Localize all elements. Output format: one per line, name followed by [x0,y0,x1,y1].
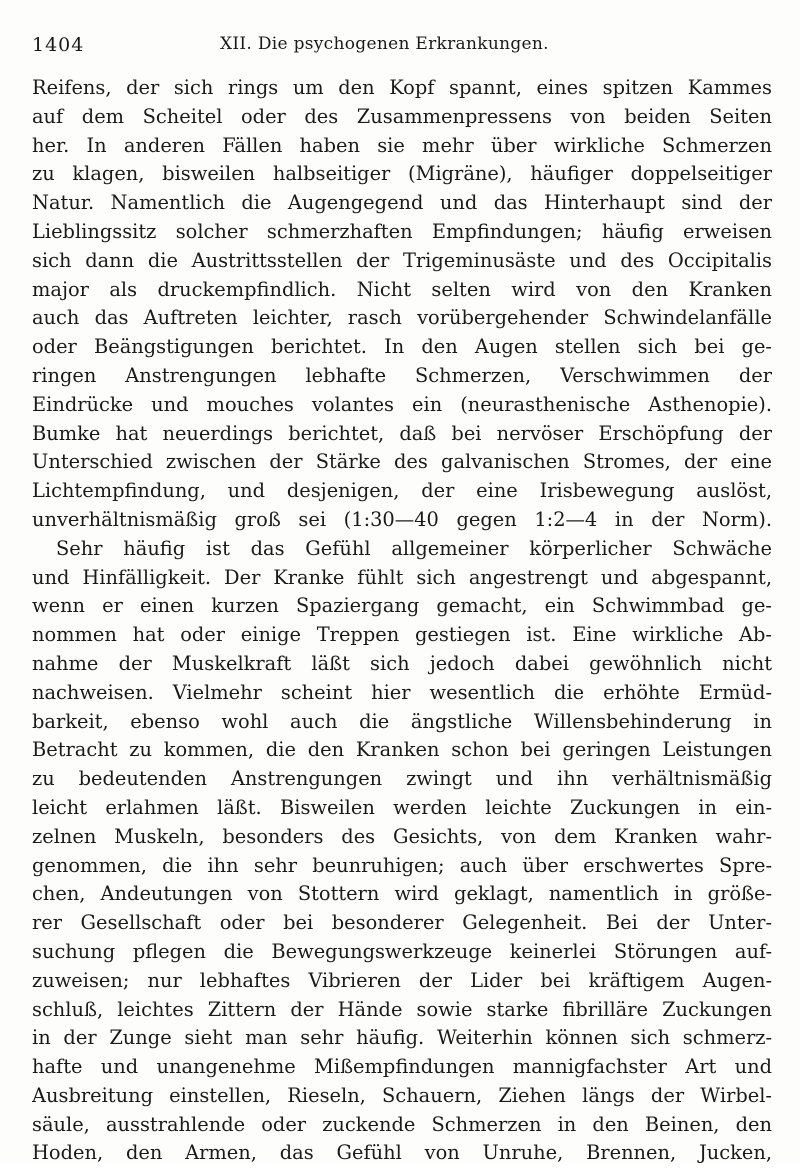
text-line: major als druckempfindlich. Nicht selten wird von den Kranken [32,277,772,301]
text-line: und Hinfälligkeit. Der Kranke fühlt sich angestrengt und abgespannt, [32,565,772,589]
text-line: rer Gesellschaft oder bei besonderer Gelegenheit. Bei der Unter- [32,911,772,935]
text-line: zu bedeutenden Anstrengungen zwingt und ihn verhältnismäßig [32,767,772,791]
paragraph-2 [32,535,772,1168]
text-line: Hoden, den Armen, das Gefühl von Unruhe, Brennen, Jucken, [32,1141,772,1165]
text-line: zu klagen, bisweilen halbseitiger (Migräne), häufiger doppelseitiger [32,162,772,186]
text-line: säule, ausstrahlende oder zuckende Schmerzen in den Beinen, den [32,1112,772,1136]
text-line: hafte und unangenehme Mißempfindungen mannigfachster Art und [32,1055,772,1079]
text-line: nahme der Muskelkraft läßt sich jedoch dabei gewöhnlich nicht [32,651,772,675]
text-line: Betracht zu kommen, die den Kranken schon bei geringen Leistungen [32,738,772,762]
text-line: chen, Andeutungen von Stottern wird geklagt, namentlich in größe- [32,882,772,906]
text-line: ringen Anstrengungen lebhafte Schmerzen, Verschwimmen der [32,363,772,387]
text-line: nommen hat oder einige Treppen gestiegen ist. Eine wirkliche Ab- [32,623,772,647]
text-line: zuweisen; nur lebhaftes Vibrieren der Lider bei kräftigem Augen- [32,968,772,992]
text-line: her. In anderen Fällen haben sie mehr über wirkliche Schmerzen [32,133,772,157]
body-text [32,74,772,1168]
text-line: Eindrücke und mouches volantes ein (neurasthenische Asthenopie). [32,392,772,416]
paragraph-1 [32,74,772,535]
text-line: Sehr häufig ist das Gefühl allgemeiner körperlicher Schwäche [56,536,772,560]
text-line: auch das Auftreten leichter, rasch vorübergehender Schwindelanfälle [32,306,772,330]
text-line: unverhältnismäßig groß sei (1:30—40 gegen 1:2—4 in der Norm). [32,507,772,531]
running-head: XII. Die psychogenen Erkrankungen. [220,34,549,54]
text-line: Ausbreitung einstellen, Rieseln, Schauern, Ziehen längs der Wirbel- [32,1083,772,1107]
text-line: wenn er einen kurzen Spaziergang gemacht, ein Schwimmbad ge- [32,594,772,618]
text-line: oder Beängstigungen berichtet. In den Augen stellen sich bei ge- [32,335,772,359]
text-line: leicht erlahmen läßt. Bisweilen werden leichte Zuckungen in ein- [32,795,772,819]
text-line: suchung pflegen die Bewegungswerkzeuge keinerlei Störungen auf- [32,939,772,963]
text-line: nachweisen. Vielmehr scheint hier wesentlich die erhöhte Ermüd- [32,680,772,704]
text-line: Bumke hat neuerdings berichtet, daß bei nervöser Erschöpfung der [32,421,772,445]
page-header [32,30,770,60]
text-line: Lieblingssitz solcher schmerzhaften Empfindungen; häufig erweisen [32,219,772,243]
text-line: genommen, die ihn sehr beunruhigen; auch über erschwertes Spre- [32,853,772,877]
text-line: Natur. Namentlich die Augengegend und das Hinterhaupt sind der [32,191,772,215]
text-line: sich dann die Austrittsstellen der Trigeminusäste und des Occipitalis [32,248,772,272]
page-number: 1404 [32,34,85,56]
text-line: Lichtempfindung, und desjenigen, der eine Irisbewegung auslöst, [32,479,772,503]
text-line: zelnen Muskeln, besonders des Gesichts, von dem Kranken wahr- [32,824,772,848]
text-line: schluß, leichtes Zittern der Hände sowie starke fibrilläre Zuckungen [32,997,772,1021]
text-line: Reifens, der sich rings um den Kopf spannt, eines spitzen Kammes [32,76,772,99]
text-line: Unterschied zwischen der Stärke des galvanischen Stromes, der eine [32,450,772,474]
text-line: in der Zunge sieht man sehr häufig. Weiterhin können sich schmerz- [32,1026,772,1050]
text-line: auf dem Scheitel oder des Zusammenpressens von beiden Seiten [32,104,772,128]
text-line: barkeit, ebenso wohl auch die ängstliche Willensbehinderung in [32,709,772,733]
